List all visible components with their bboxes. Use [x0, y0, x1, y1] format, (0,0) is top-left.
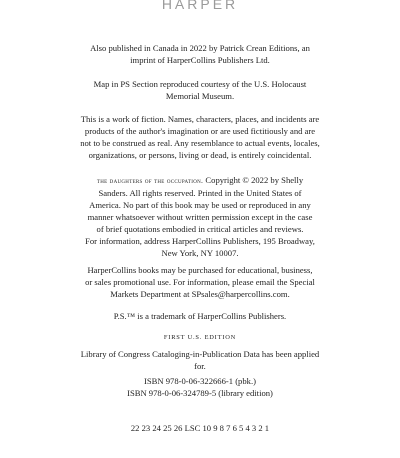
- isbn-list: [58, 375, 342, 399]
- edition-label: FIRST U.S. EDITION: [163, 334, 237, 341]
- printing-line: 22 23 24 25 26 LSC 10 9 8 7 6 5 4 3 2 1: [130, 423, 270, 433]
- trademark-note: P.S.™ is a trademark of HarperCollins Publishers.: [113, 311, 287, 321]
- sales-note: HarperCollins books may be purchased for educational, business, or sales promotional use. For information, please email the Special Markets Department at SPsales@harpercollins.com.: [85, 265, 315, 299]
- canada-note: Also published in Canada in 2022 by Patrick Crean Editions, an imprint of HarperCollins Publishers Ltd.: [90, 43, 310, 65]
- copyright-notice: the daughters of the occupation. Copyright © 2022 by Shelly Sanders. All rights reserved. Printed in the United States of America. No part of this book may be used or reproduced in any manner whatsoever without written permission except in the case of brief quotations embodied in critical articles and reviews. For information, address HarperCollins Publishers, 195 Broadway, New York, NY 10007.: [85, 175, 315, 258]
- map-note: Map in PS Section reproduced courtesy of the U.S. Holocaust Memorial Museum.: [93, 79, 307, 101]
- isbn-pbk: ISBN 978-0-06-322666-1 (pbk.): [144, 376, 256, 386]
- cip-note: Library of Congress Cataloging-in-Publication Data has been applied for.: [80, 349, 320, 371]
- isbn-library: ISBN 978-0-06-324789-5 (library edition): [127, 388, 273, 398]
- fiction-disclaimer: This is a work of fiction. Names, characters, places, and incidents are products of the author's imagination or are used fictitiously and are not to be construed as real. Any resemblance to actual events, locales, organizations, or persons, living or dead, is entirely coincidental.: [80, 114, 320, 160]
- book-title: the daughters of the occupation.: [96, 176, 204, 185]
- publisher-logo: HARPER: [161, 0, 239, 12]
